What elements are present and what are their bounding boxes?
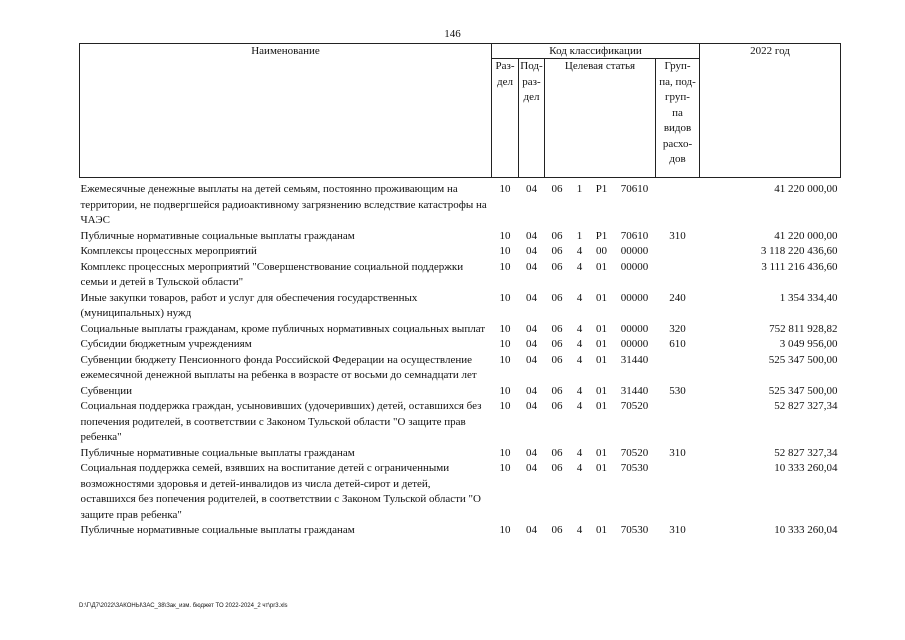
cell-rz: 10: [499, 260, 511, 273]
cell-name: Публичные нормативные социальные выплаты гражданам: [80, 524, 355, 536]
table-row: [80, 384, 841, 400]
header-year: 2022 год: [700, 44, 841, 178]
table-row: [80, 523, 841, 539]
cell-amount: 752 811 928,82: [769, 322, 838, 335]
cell-c1: 06: [551, 446, 563, 459]
cell-c3: 01: [596, 446, 607, 459]
header-target: Целевая статья: [545, 59, 656, 178]
cell-c1: 06: [551, 260, 563, 273]
cell-amount: 525 347 500,00: [768, 384, 838, 397]
cell-amount: 3 118 220 436,60: [760, 245, 838, 257]
cell-rz: 10: [499, 353, 511, 366]
cell-c3: 01: [596, 400, 607, 412]
cell-rz: 10: [499, 384, 511, 397]
cell-pr: 04: [526, 245, 537, 257]
cell-c3: 01: [596, 338, 607, 350]
table-row: [80, 446, 841, 462]
cell-rz: 10: [499, 183, 511, 195]
cell-c4: 70610: [620, 229, 649, 242]
cell-rz: 10: [499, 400, 511, 412]
cell-vr: [656, 244, 700, 260]
cell-c2: 4: [576, 322, 583, 335]
page-number: 146: [444, 28, 461, 40]
cell-c4: 00000: [620, 291, 649, 304]
cell-pr: 04: [526, 384, 537, 397]
cell-c4: 70530: [620, 524, 649, 536]
file-path-footer: D:\Г\Д7\2022\ЗАКОНЫ\ЗАС_38\Зак_изм. бюджет ТО 2022-2024_2 чт\pr3.xls: [79, 603, 288, 609]
cell-name: Иные закупки товаров, работ и услуг для обеспечения государственных (муниципальных) нужд: [80, 291, 418, 319]
cell-c2: 4: [576, 245, 583, 257]
cell-c3: 00: [596, 245, 607, 257]
cell-c4: 70520: [620, 400, 649, 412]
cell-pr: 04: [526, 260, 537, 273]
cell-pr: 04: [526, 446, 537, 459]
table-row: [80, 353, 841, 384]
cell-rz: 10: [499, 229, 511, 242]
cell-pr: 04: [526, 229, 537, 242]
cell-name: Комплексы процессных мероприятий: [80, 245, 257, 257]
cell-c3: 01: [596, 291, 607, 304]
cell-c3: 01: [596, 384, 607, 397]
cell-c3: Р1: [595, 183, 608, 195]
cell-c2: 4: [576, 291, 583, 304]
cell-c2: 4: [576, 353, 583, 366]
cell-c1: 06: [551, 462, 563, 474]
table-row: [80, 260, 841, 291]
cell-c4: 00000: [620, 245, 649, 257]
cell-c1: 06: [551, 338, 563, 350]
cell-name: Социальная поддержка граждан, усыновивших (удочеривших) детей, оставшихся без попечения родителей, в соответствии с Законом Тульской области "О защите прав ребенка": [80, 400, 482, 443]
cell-pr: 04: [526, 183, 537, 195]
cell-c4: 70530: [620, 462, 649, 474]
cell-pr: 04: [526, 400, 537, 412]
cell-amount: 1 354 334,40: [779, 291, 838, 304]
cell-rz: 10: [499, 446, 511, 459]
cell-name: Публичные нормативные социальные выплаты гражданам: [80, 229, 355, 242]
cell-vr: [656, 399, 700, 446]
cell-c1: 06: [551, 400, 563, 412]
cell-c2: 4: [576, 384, 583, 397]
table-row: [80, 244, 841, 260]
cell-amount: 52 827 327,34: [774, 400, 838, 412]
cell-vr: [656, 260, 700, 291]
cell-rz: 10: [499, 245, 511, 257]
cell-amount: 525 347 500,00: [768, 353, 838, 366]
cell-pr: 04: [526, 291, 537, 304]
budget-table: [79, 43, 841, 539]
header-code: Код классификации: [492, 44, 700, 59]
cell-c2: 4: [576, 462, 583, 474]
table-row: [80, 178, 841, 229]
cell-vr: 530: [669, 384, 686, 397]
cell-vr: [656, 461, 700, 523]
cell-c1: 06: [551, 245, 563, 257]
cell-c3: 01: [596, 524, 607, 536]
cell-c2: 1: [576, 183, 583, 195]
cell-rz: 10: [499, 322, 511, 335]
cell-vr: 310: [669, 229, 686, 242]
table-row: [80, 229, 841, 245]
cell-c3: 01: [596, 260, 607, 273]
header-subsection: Под- раз- дел: [519, 59, 545, 178]
cell-amount: 41 220 000,00: [774, 183, 838, 195]
cell-amount: 3 111 216 436,60: [761, 260, 838, 273]
cell-name: Субвенции: [80, 384, 133, 397]
cell-c1: 06: [551, 229, 563, 242]
cell-pr: 04: [526, 338, 537, 350]
cell-pr: 04: [526, 322, 537, 335]
cell-c1: 06: [551, 384, 563, 397]
cell-vr: 320: [669, 322, 686, 335]
table-row: [80, 461, 841, 523]
cell-c4: 70520: [620, 446, 649, 459]
cell-name: Социальные выплаты гражданам, кроме публичных нормативных социальных выплат: [80, 322, 486, 335]
cell-c4: 00000: [620, 260, 649, 273]
header-section: Раз- дел: [492, 59, 519, 178]
cell-c3: Р1: [595, 229, 608, 242]
cell-c1: 06: [551, 291, 563, 304]
cell-c3: 01: [596, 322, 607, 335]
table-row: [80, 291, 841, 322]
cell-c2: 4: [576, 446, 583, 459]
cell-pr: 04: [526, 524, 537, 536]
cell-amount: 10 333 260,04: [774, 462, 838, 474]
header-group: Груп- па, под- груп- па видов расхо- дов: [656, 59, 700, 178]
cell-rz: 10: [499, 524, 511, 536]
table-row: [80, 322, 841, 338]
cell-rz: 10: [499, 338, 511, 350]
cell-c4: 31440: [620, 384, 649, 397]
cell-c1: 06: [551, 524, 563, 536]
cell-rz: 10: [499, 291, 511, 304]
header-name: Наименование: [80, 44, 492, 178]
cell-c1: 06: [551, 183, 563, 195]
cell-c2: 4: [576, 524, 583, 536]
cell-name: Комплекс процессных мероприятий "Совершенствование социальной поддержки семьи и детей в Тульской области": [80, 260, 464, 288]
cell-vr: [656, 178, 700, 229]
cell-name: Субвенции бюджету Пенсионного фонда Российской Федерации на осуществление ежемесячной денежной выплаты на ребенка в возрасте от восьми до семнадцати лет: [80, 353, 477, 381]
cell-amount: 52 827 327,34: [774, 446, 838, 459]
cell-c4: 31440: [620, 353, 649, 366]
cell-c1: 06: [551, 353, 563, 366]
cell-rz: 10: [499, 462, 511, 474]
cell-vr: 310: [669, 524, 686, 536]
cell-vr: 240: [669, 291, 686, 304]
cell-c2: 4: [576, 338, 583, 350]
cell-c4: 00000: [620, 322, 649, 335]
cell-c2: 1: [576, 229, 583, 242]
table-row: [80, 399, 841, 446]
cell-name: Социальная поддержка семей, взявших на воспитание детей с ограниченными возможностями здоровья и детей-инвалидов из числа детей-сирот и детей, оставшихся без попечения родителей, в соответствии с Законом Тульской области "О защите прав ребенка": [80, 462, 481, 521]
cell-name: Субсидии бюджетным учреждениям: [80, 338, 252, 350]
table-body: [80, 178, 841, 539]
cell-name: Ежемесячные денежные выплаты на детей семьям, постоянно проживающим на территории, не подвергшейся радиоактивному загрязнению вследствие катастрофы на ЧАЭС: [80, 183, 487, 226]
cell-amount: 3 049 956,00: [779, 338, 838, 350]
cell-name: Публичные нормативные социальные выплаты гражданам: [80, 446, 355, 459]
cell-c1: 06: [551, 322, 563, 335]
cell-c3: 01: [596, 353, 607, 366]
cell-c4: 70610: [620, 183, 649, 195]
cell-c2: 4: [576, 260, 583, 273]
cell-pr: 04: [526, 353, 537, 366]
table-row: [80, 337, 841, 353]
cell-vr: [656, 353, 700, 384]
cell-vr: 310: [669, 446, 686, 459]
cell-pr: 04: [526, 462, 537, 474]
cell-c3: 01: [596, 462, 607, 474]
cell-amount: 10 333 260,04: [774, 524, 838, 536]
cell-amount: 41 220 000,00: [774, 229, 838, 242]
cell-c4: 00000: [620, 338, 649, 350]
cell-c2: 4: [576, 400, 583, 412]
cell-vr: 610: [669, 338, 686, 350]
